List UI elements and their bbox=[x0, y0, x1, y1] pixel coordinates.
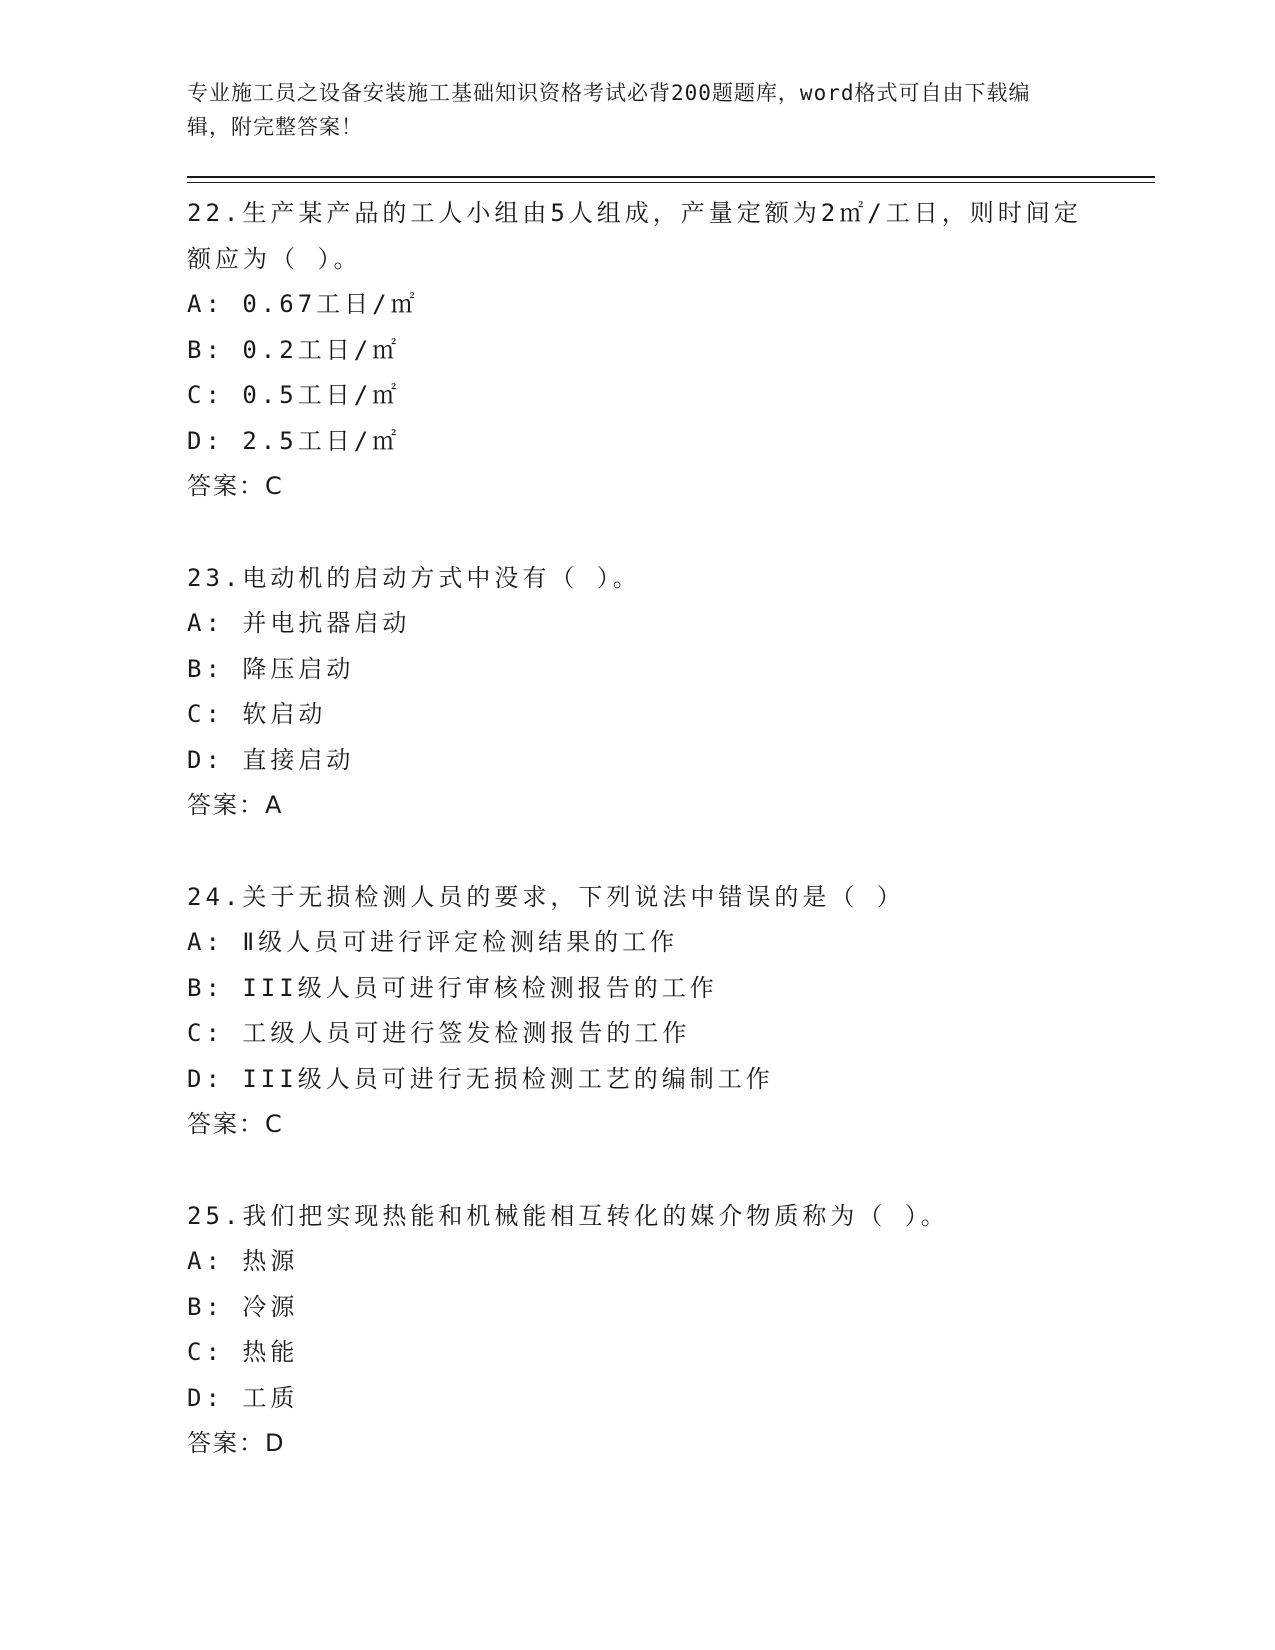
question-23 bbox=[187, 556, 1157, 829]
question-stem: 25.我们把实现热能和机械能相互转化的媒介物质称为（ ）。 bbox=[187, 1201, 949, 1230]
question-24 bbox=[187, 875, 1157, 1148]
question-stem: 23.电动机的启动方式中没有（ ）。 bbox=[187, 563, 641, 592]
answer-label: 答案：C bbox=[187, 1110, 284, 1138]
question-list bbox=[187, 191, 1157, 1513]
option-c: C: 0.5工日/㎡ bbox=[187, 381, 401, 409]
option-a: A: 0.67工日/㎡ bbox=[187, 290, 419, 318]
option-c: C: 热能 bbox=[187, 1338, 299, 1366]
option-d: D: 直接启动 bbox=[187, 745, 355, 774]
header-divider bbox=[187, 176, 1155, 183]
answer-label: 答案：D bbox=[187, 1429, 286, 1457]
option-c: C: 工级人员可进行签发检测报告的工作 bbox=[187, 1019, 691, 1047]
answer-label: 答案：C bbox=[187, 472, 284, 500]
question-25 bbox=[187, 1194, 1157, 1467]
answer-label: 答案：A bbox=[187, 791, 284, 819]
option-c: C: 软启动 bbox=[187, 700, 327, 728]
option-a: A: 热源 bbox=[187, 1247, 299, 1275]
option-d: D: III级人员可进行无损检测工艺的编制工作 bbox=[187, 1064, 774, 1093]
option-d: D: 2.5工日/㎡ bbox=[187, 426, 401, 455]
option-b: B: 降压启动 bbox=[187, 654, 355, 683]
option-b: B: III级人员可进行审核检测报告的工作 bbox=[187, 973, 718, 1002]
question-22 bbox=[187, 191, 1157, 510]
question-stem: 22.生产某产品的工人小组由5人组成，产量定额为2㎡/工日，则时间定额应为（ ）。 bbox=[187, 199, 1082, 273]
option-a: A: Ⅱ级人员可进行评定检测结果的工作 bbox=[187, 928, 679, 956]
option-b: B: 0.2工日/㎡ bbox=[187, 335, 401, 364]
question-stem: 24.关于无损检测人员的要求，下列说法中错误的是（ ） bbox=[187, 882, 905, 911]
option-d: D: 工质 bbox=[187, 1383, 299, 1412]
document-header: 专业施工员之设备安装施工基础知识资格考试必背200题题库，word格式可自由下载编辑，附完整答案！ bbox=[187, 81, 1031, 139]
option-b: B: 冷源 bbox=[187, 1292, 299, 1321]
option-a: A: 并电抗器启动 bbox=[187, 609, 411, 637]
